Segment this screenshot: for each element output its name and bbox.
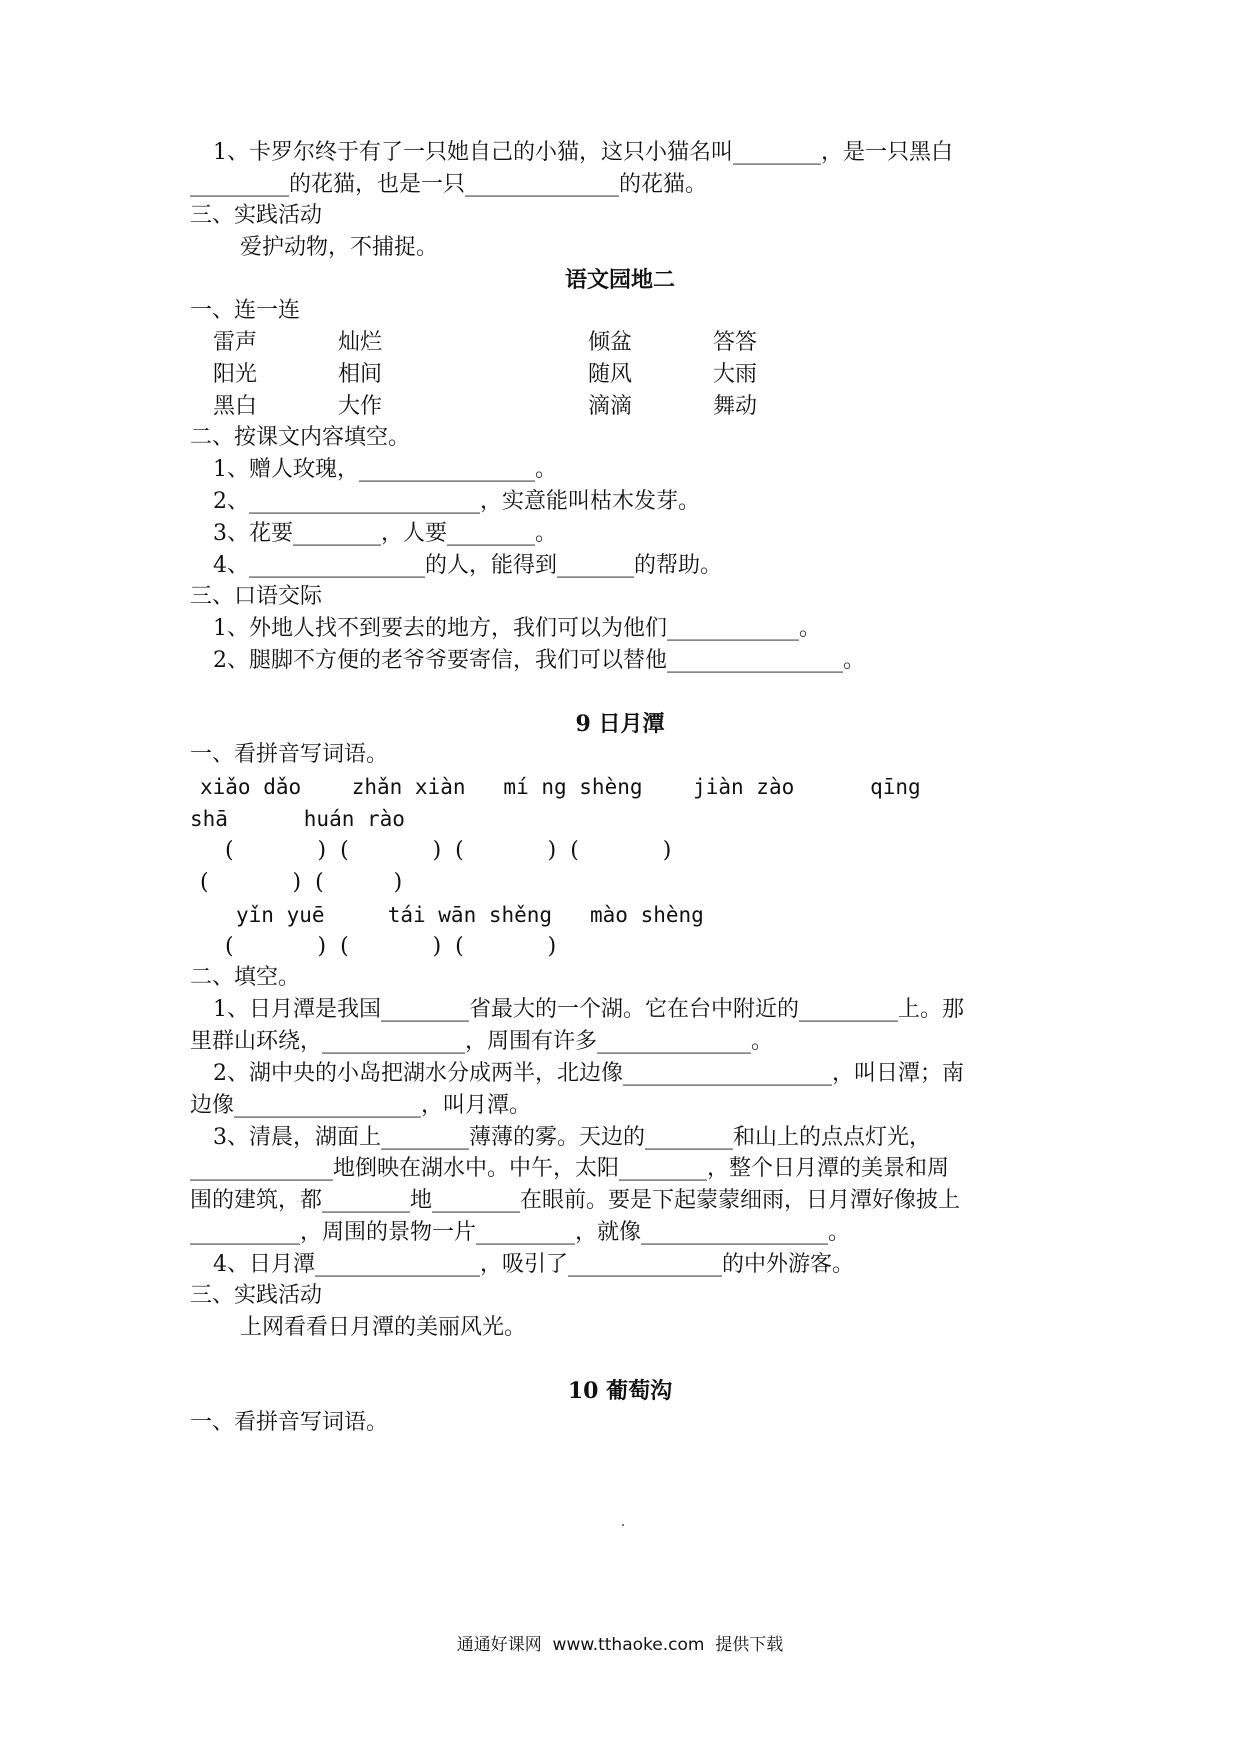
fill9-3a: 3、清晨，湖面上________薄薄的雾。天边的________和山上的点点灯光， xyxy=(213,1125,931,1150)
pinyin-row-3: yǐn yuē tái wān shěng mào shèng xyxy=(236,903,704,927)
fill-item-3: 3、花要________，人要________。 xyxy=(213,521,557,546)
fill9-4: 4、日月潭_______________，吸引了______________的中外游客。 xyxy=(213,1252,854,1277)
pinyin-row-1: xiǎo dǎo zhǎn xiàn mí ng shèng jiàn zào qīng xyxy=(200,775,921,799)
practice-text-9: 上网看看日月潭的美丽风光。 xyxy=(240,1315,527,1340)
fill9-1b: 里群山环绕，_____________，周围有许多______________。 xyxy=(190,1029,774,1054)
section-heading-oral: 三、口语交际 xyxy=(190,584,323,609)
match-word: 雷声 xyxy=(213,330,258,355)
oral-item-1: 1、外地人找不到要去的地方，我们可以为他们____________。 xyxy=(213,616,821,641)
match-word: 大作 xyxy=(338,394,383,419)
section-heading-pinyin-10: 一、看拼音写词语。 xyxy=(190,1410,389,1435)
question-cat-line-1: 1、卡罗尔终于有了一只她自己的小猫，这只小猫名叫________，是一只黑白 xyxy=(213,140,953,165)
question-cat-line-2: _________的花猫，也是一只______________的花猫。 xyxy=(190,172,708,197)
practice-text: 爱护动物，不捕捉。 xyxy=(240,235,439,260)
match-word: 滴滴 xyxy=(588,394,633,419)
lesson-title-9: 9 日月潭 xyxy=(575,711,665,737)
fill-item-1: 1、赠人玫瑰，________________。 xyxy=(213,457,557,482)
answer-brackets-row-2: ( ) ( ) xyxy=(200,870,403,895)
section-heading-match: 一、连一连 xyxy=(190,298,301,323)
match-word: 灿烂 xyxy=(338,330,383,355)
section-heading-pinyin: 一、看拼音写词语。 xyxy=(190,742,389,767)
section-heading-practice: 三、实践活动 xyxy=(190,203,323,228)
fill-item-4: 4、________________的人，能得到_______的帮助。 xyxy=(213,553,722,578)
section-heading-fill: 二、按课文内容填空。 xyxy=(190,425,411,450)
answer-brackets-row-3: ( ) ( ) ( ) xyxy=(225,934,557,959)
fill-item-2: 2、_____________________，实意能叫枯木发芽。 xyxy=(213,489,700,514)
oral-item-2: 2、腿脚不方便的老爷爷要寄信，我们可以替他________________。 xyxy=(213,648,865,673)
section-heading-fill-9: 二、填空。 xyxy=(190,965,301,990)
fill9-3d: __________，周围的景物一片_________，就像_________________。 xyxy=(190,1220,851,1245)
pinyin-row-2: shā huán rào xyxy=(190,807,405,831)
match-word: 舞动 xyxy=(713,394,758,419)
lesson-title-10: 10 葡萄沟 xyxy=(567,1378,673,1404)
fill9-2a: 2、湖中央的小岛把湖水分成两半，北边像___________________，叫日潭；南 xyxy=(213,1061,964,1086)
match-word: 相间 xyxy=(338,362,383,387)
match-word: 阳光 xyxy=(213,362,258,387)
match-word: 大雨 xyxy=(713,362,758,387)
match-word: 答答 xyxy=(713,330,758,355)
match-word: 倾盆 xyxy=(588,330,633,355)
page-footer: 通通好课网 www.tthaoke.com 提供下载 xyxy=(456,1635,784,1655)
match-word: 随风 xyxy=(588,362,633,387)
fill9-3b: _____________地倒映在湖水中。中午，太阳________，整个日月潭的美景和周 xyxy=(190,1156,950,1181)
fill9-3c: 围的建筑，都________地________在眼前。要是下起蒙蒙细雨，日月潭好像披上 xyxy=(190,1188,961,1213)
section-title-garden2: 语文园地二 xyxy=(564,267,675,293)
speck xyxy=(622,1524,624,1526)
fill9-1a: 1、日月潭是我国________省最大的一个湖。它在台中附近的_________上。那 xyxy=(213,997,964,1022)
section-heading-practice-9: 三、实践活动 xyxy=(190,1283,323,1308)
fill9-2b: 边像_________________，叫月潭。 xyxy=(190,1093,532,1118)
match-word: 黑白 xyxy=(213,394,258,419)
answer-brackets-row-1: ( ) ( ) ( ) ( ) xyxy=(225,838,672,863)
